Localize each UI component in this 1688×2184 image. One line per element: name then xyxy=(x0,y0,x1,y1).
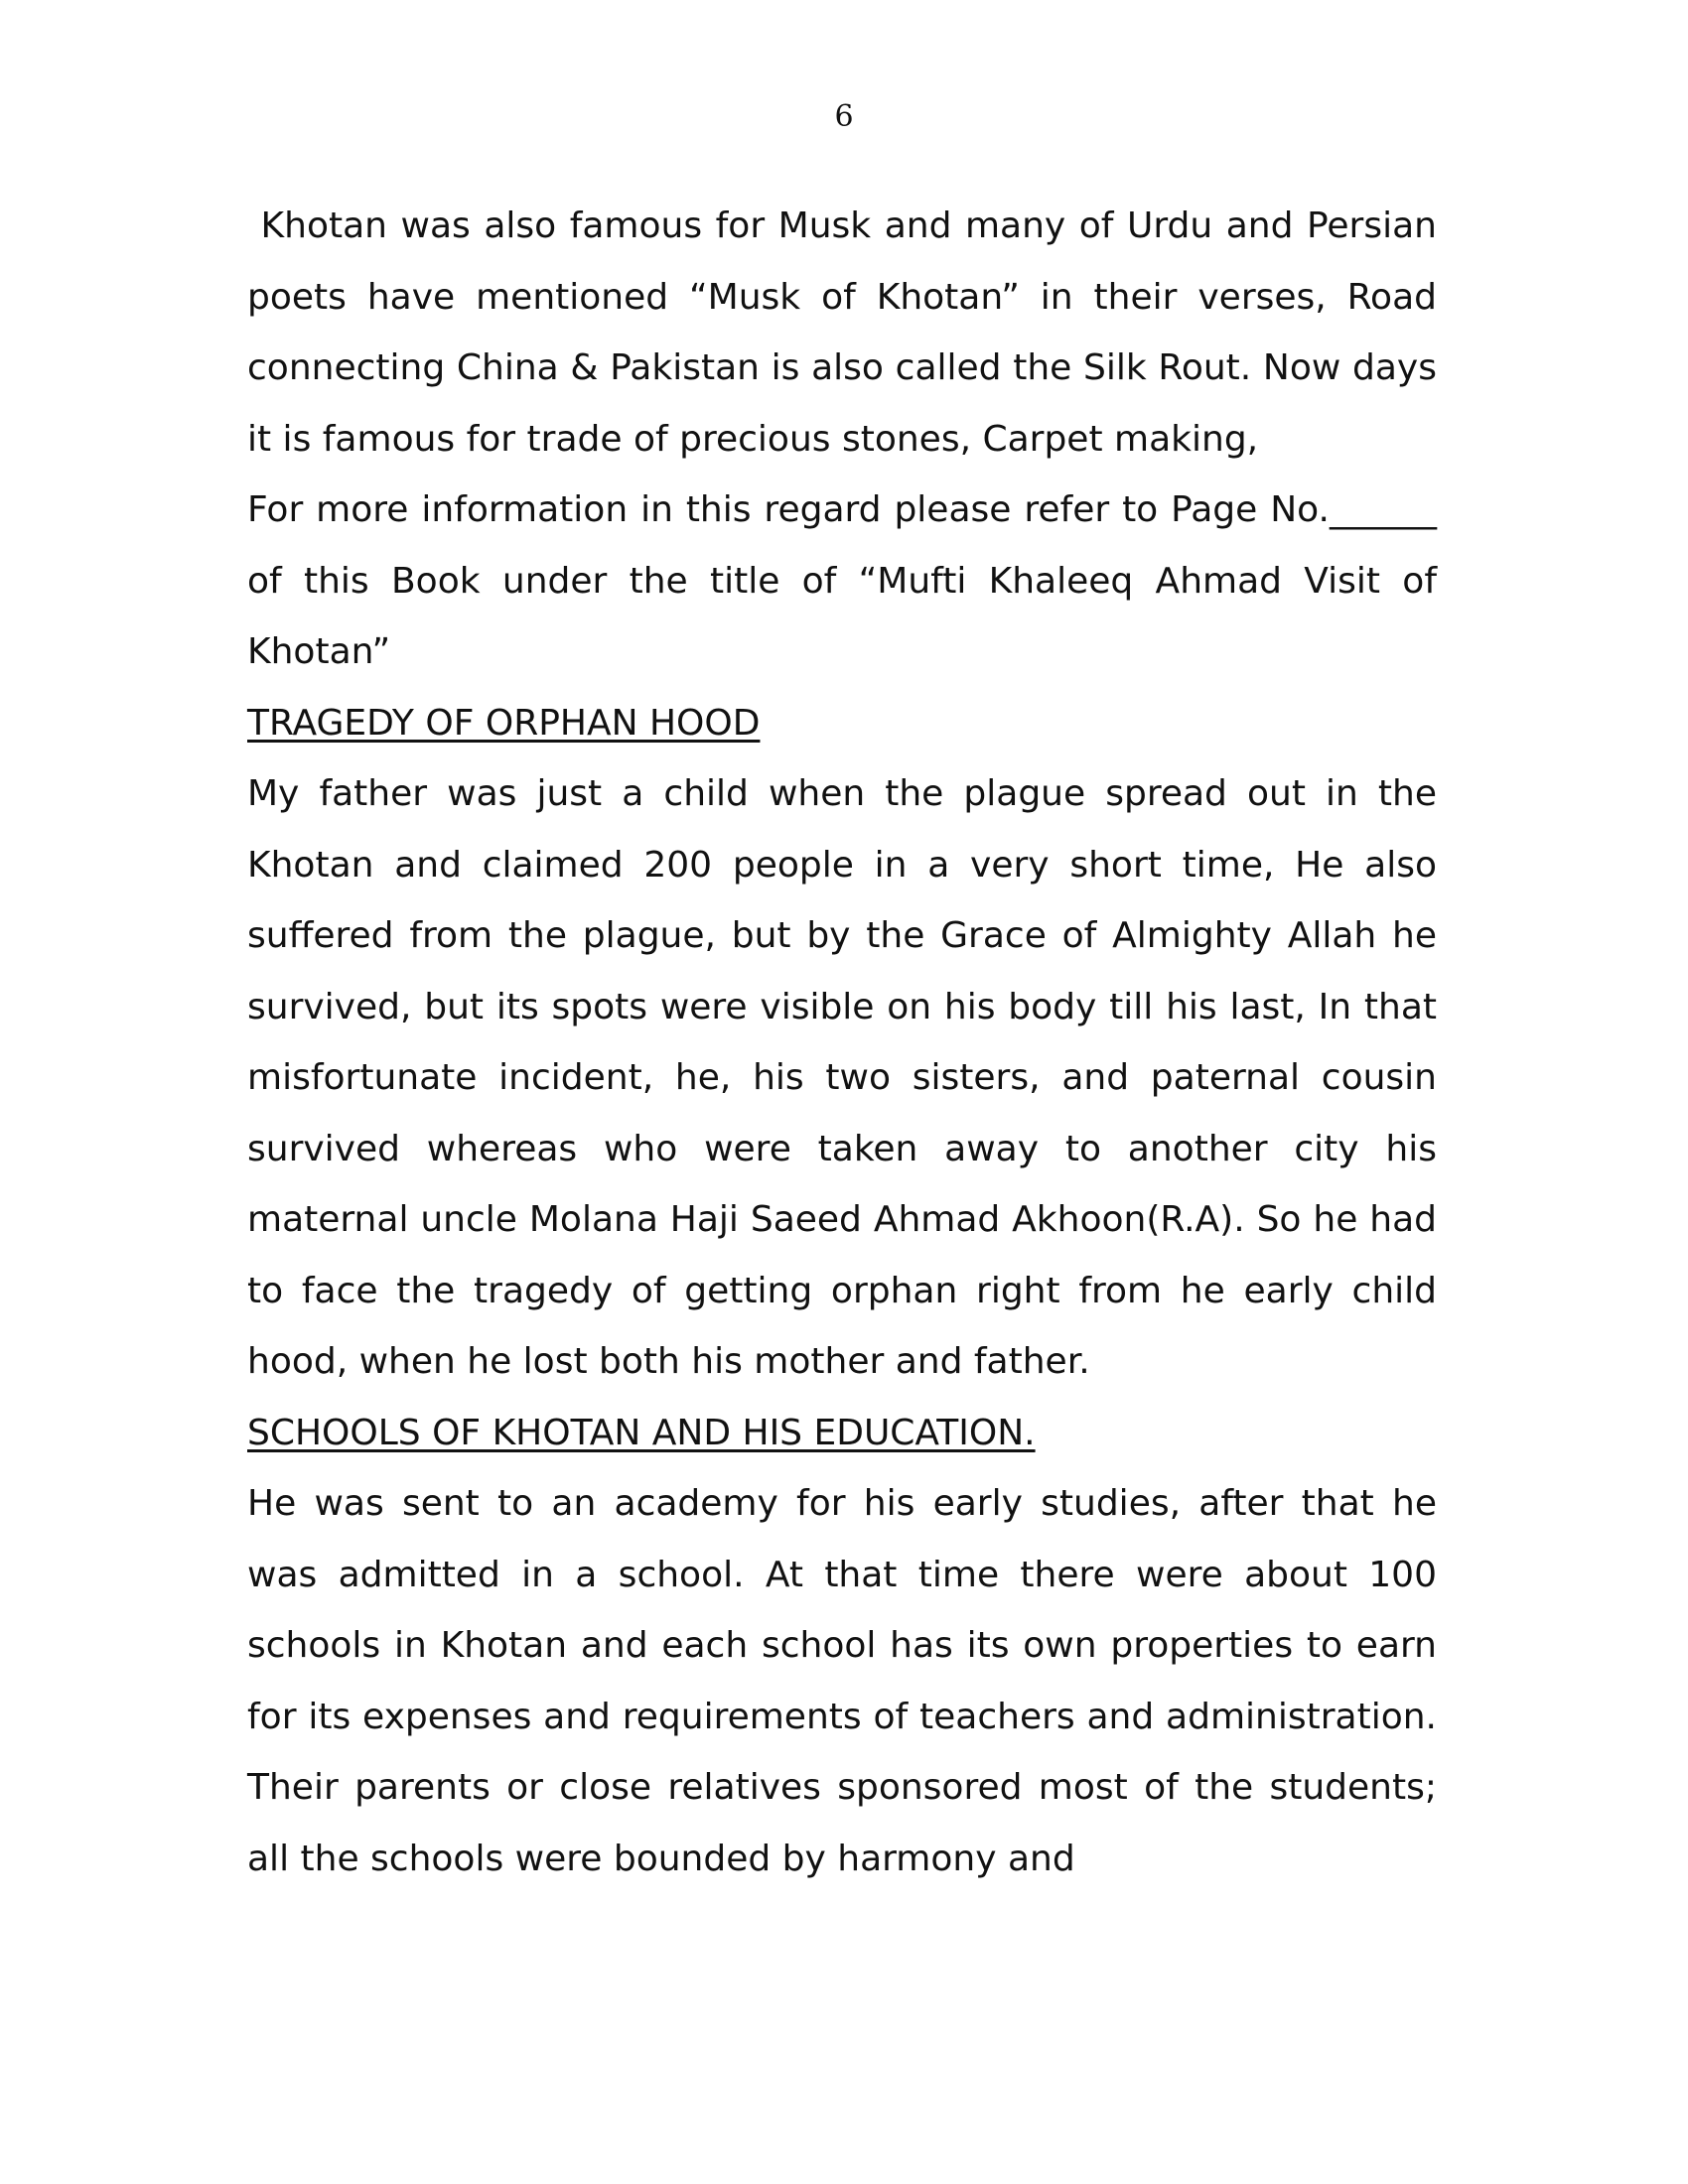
page-number: 6 xyxy=(834,99,854,134)
section-heading-orphan-hood: TRAGEDY OF ORPHAN HOOD xyxy=(247,702,761,744)
reference-paragraph: For more information in this regard please refer to Page No.______ of this Book under the title of “Mufti Khaleeq Ahmad Visit of Khotan” xyxy=(247,489,1437,672)
intro-paragraph: Khotan was also famous for Musk and many of Urdu and Persian poets have mentioned “Musk of Khotan” in their verses, Road connecting China & Pakistan is also called the Silk Rout. Now days it is famous for trade of precious stones, Carpet making, xyxy=(247,205,1437,460)
orphan-hood-paragraph: My father was just a child when the plague spread out in the Khotan and claimed 200 people in a very short time, He also suffered from the plague, but by the Grace of Almighty Allah he survived, but its spots were visible on his body till his last, In that misfortunate incident, he, his two sisters, and paternal cousin survived whereas who were taken away to another city his maternal uncle Molana Haji Saeed Ahmad Akhoon(R.A). So he had to face the tragedy of getting orphan right from he early child hood, when he lost both his mother and father. xyxy=(247,773,1437,1382)
schools-paragraph: He was sent to an academy for his early studies, after that he was admitted in a school. At that time there were about 100 schools in Khotan and each school has its own properties to earn for its expenses and requirements of teachers and administration. Their parents or close relatives sponsored most of the students; all the schools were bounded by harmony and xyxy=(247,1483,1437,1879)
section-heading-schools: SCHOOLS OF KHOTAN AND HIS EDUCATION. xyxy=(247,1412,1036,1453)
page-body xyxy=(247,191,1437,1894)
